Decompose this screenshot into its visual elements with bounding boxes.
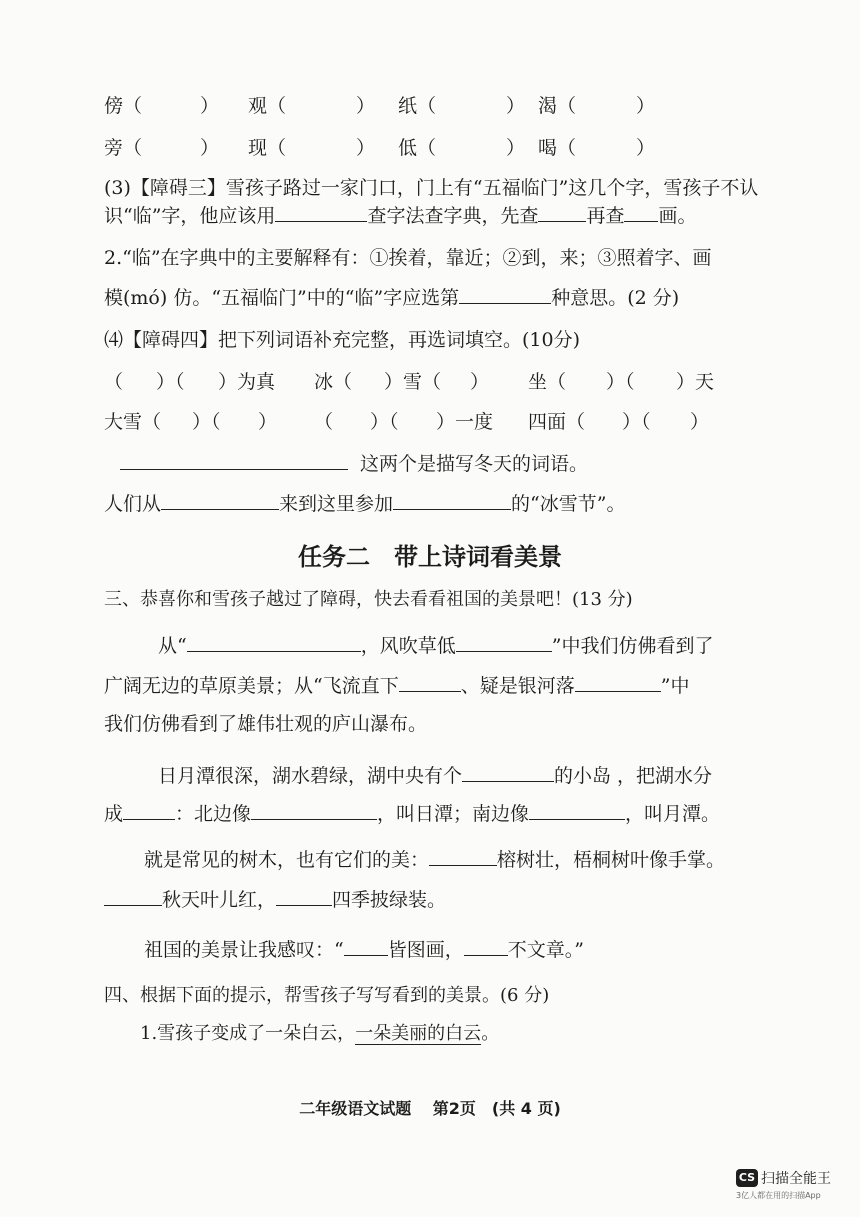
answer-blank[interactable] bbox=[575, 673, 661, 692]
answer-blank[interactable] bbox=[276, 887, 332, 906]
camscanner-logo-icon: CS bbox=[736, 1169, 758, 1187]
q4-tag: ⑷【障碍四】 bbox=[104, 329, 219, 351]
idiom-pre: 大雪（ bbox=[104, 411, 162, 433]
char-cell: 低（ bbox=[398, 137, 437, 159]
answer-blank[interactable] bbox=[123, 801, 175, 820]
watermark-name: 扫描全能王 bbox=[761, 1170, 831, 1187]
idiom-end: ）为真 bbox=[218, 371, 276, 393]
answer-blank[interactable] bbox=[251, 801, 377, 820]
idiom-mid: ）（ bbox=[606, 371, 635, 393]
q3-line-1: (3)【障碍三】雪孩子路过一家门口，门上有“五福临门”这几个字，雪孩子不认 bbox=[104, 177, 759, 199]
idiom-mid: ）（ bbox=[192, 411, 221, 433]
answer-blank[interactable] bbox=[529, 801, 625, 820]
char-cell: 喝（ bbox=[538, 137, 577, 159]
q-four-heading: 四、根据下面的提示，帮雪孩子写写看到的美景。(6 分) bbox=[104, 985, 550, 1006]
answer-blank[interactable] bbox=[104, 887, 162, 906]
lake-line-2: 成 ：北边像 ，叫日潭；南边像 ，叫月潭。 bbox=[104, 803, 721, 825]
char-cell: ） bbox=[200, 137, 220, 159]
section-title: 任务二 带上诗词看美景 bbox=[298, 543, 562, 571]
trees-line-2: 秋天叶儿红， 四季披绿装。 bbox=[104, 886, 446, 914]
idiom-open: （ bbox=[314, 411, 334, 433]
char-cell: ） bbox=[636, 137, 656, 159]
char-cell: ） bbox=[356, 137, 376, 159]
idiom-end: ） bbox=[690, 411, 710, 433]
char-cell: ） bbox=[356, 95, 376, 117]
answer-blank[interactable] bbox=[187, 633, 361, 652]
idiom-open: （ bbox=[104, 371, 124, 393]
praise-line: 祖国的美景让我感叹：“ 皆图画， 不文章。” bbox=[144, 939, 584, 961]
idiom-mid: ）（ bbox=[370, 411, 399, 433]
q-three-heading: 三、恭喜你和雪孩子越过了障碍，快去看看祖国的美景吧！(13 分) bbox=[104, 589, 633, 610]
idiom-mid: ）雪（ bbox=[384, 371, 442, 393]
poem-line-3: 我们仿佛看到了雄伟壮观的庐山瀑布。 bbox=[104, 713, 428, 735]
char-cell: 观（ bbox=[248, 95, 287, 117]
idiom-mid: ）（ bbox=[156, 371, 185, 393]
example-underlined: 一朵美丽的白云 bbox=[355, 1023, 482, 1044]
answer-blank[interactable] bbox=[429, 847, 497, 866]
q3-2-line-1: 2.“临”在字典中的主要解释有：①挨着，靠近；②到，来；③照着字、画 bbox=[104, 247, 712, 269]
answer-blank[interactable] bbox=[393, 491, 511, 510]
answer-blank[interactable] bbox=[161, 491, 279, 510]
poem-line-2: 广阔无边的草原美景；从“飞流直下 、疑是银河落 ”中 bbox=[104, 675, 690, 697]
winter-line: 这两个是描写冬天的词语。 bbox=[120, 450, 588, 478]
char-cell: ） bbox=[506, 95, 526, 117]
scanner-watermark bbox=[736, 1166, 831, 1201]
char-cell: ） bbox=[506, 137, 526, 159]
idiom-pre: 冰（ bbox=[314, 371, 353, 393]
answer-blank[interactable] bbox=[120, 451, 348, 470]
idiom-end: ） bbox=[470, 371, 490, 393]
idiom-mid: ）（ bbox=[622, 411, 651, 433]
q4-heading: ⑷【障碍四】把下列词语补充完整，再选词填空。(10分) bbox=[104, 329, 581, 351]
answer-blank[interactable] bbox=[462, 763, 554, 782]
festival-line: 人们从 来到这里参加 的“冰雪节”。 bbox=[104, 493, 626, 515]
poem-line-1: 从“ ，风吹草低 ”中我们仿佛看到了 bbox=[158, 635, 714, 657]
char-cell: 纸（ bbox=[398, 95, 437, 117]
char-cell: 现（ bbox=[248, 137, 287, 159]
char-cell: 傍（ bbox=[104, 95, 143, 117]
answer-blank[interactable] bbox=[624, 203, 658, 222]
page-footer: 二年级语文试题 第2页 (共 4 页) bbox=[299, 1099, 561, 1118]
idiom-pre: 坐（ bbox=[528, 371, 567, 393]
idiom-end: ）天 bbox=[676, 371, 715, 393]
q3-2-line-2: 模(mó) 仿。“五福临门”中的“临”字应选第 种意思。(2 分) bbox=[104, 287, 680, 309]
answer-blank[interactable] bbox=[344, 937, 388, 956]
answer-blank[interactable] bbox=[459, 285, 551, 304]
answer-blank[interactable] bbox=[399, 673, 461, 692]
q3-line-2: 识“临”字，他应该用 查字法查字典，先查 再查 画。 bbox=[104, 205, 697, 227]
char-cell: ） bbox=[200, 95, 220, 117]
answer-blank[interactable] bbox=[275, 203, 367, 222]
trees-line-1: 就是常见的树木，也有它们的美： 榕树壮，梧桐树叶像手掌。 bbox=[144, 849, 726, 871]
idiom-pre: 四面（ bbox=[528, 411, 586, 433]
char-cell: 渴（ bbox=[538, 95, 577, 117]
watermark-tagline: 3亿人都在用的扫描App bbox=[736, 1191, 821, 1200]
q3-tag: (3)【障碍三】 bbox=[104, 177, 226, 199]
lake-line-1: 日月潭很深，湖水碧绿，湖中央有个 的小岛 ，把湖水分 bbox=[158, 765, 713, 787]
example-line: 1.雪孩子变成了一朵白云，一朵美丽的白云。 bbox=[140, 1023, 500, 1044]
answer-blank[interactable] bbox=[464, 937, 508, 956]
char-cell: 旁（ bbox=[104, 137, 143, 159]
idiom-end: ） bbox=[258, 411, 278, 433]
answer-blank[interactable] bbox=[456, 633, 552, 652]
char-cell: ） bbox=[636, 95, 656, 117]
answer-blank[interactable] bbox=[538, 203, 586, 222]
idiom-end: ）一度 bbox=[436, 411, 494, 433]
